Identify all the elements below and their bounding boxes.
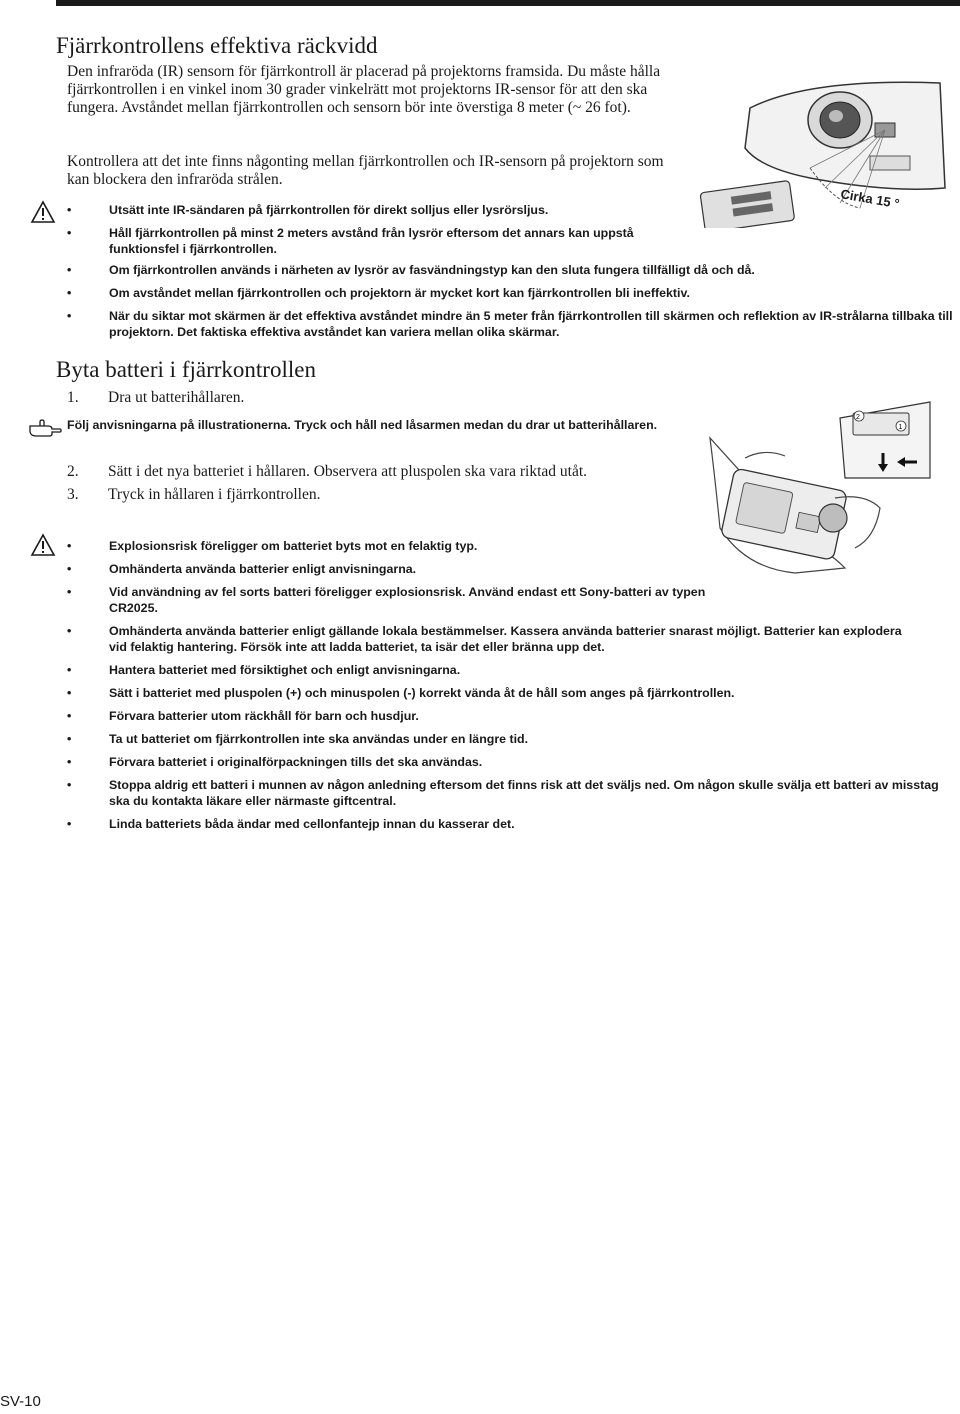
top-rule <box>56 0 960 6</box>
note-instructions: Följ anvisningarna på illustrationerna. Tryck och håll ned låsarmen medan du drar ut batterihållaren. <box>67 418 658 432</box>
paragraph-sensor: Den infraröda (IR) sensorn för fjärrkontroll är placerad på projektorns framsida. Du måste hålla fjärrkontrollen i en vinkel inom 30 grader vinkelrätt mot projektorns IR-sensor för att den ska fungera. Avståndet mellan fjärrkontrollen och sensorn bör inte överstiga 8 meter (~ 26 fot). <box>67 63 661 116</box>
paragraph-obstruction: Kontrollera att det inte finns någonting mellan fjärrkontrollen och IR-sensorn på projektorn som kan blockera den infraröda strålen. <box>67 153 664 188</box>
list-item: 2. Sätt i det nya batteriet i hållaren. Observera att pluspolen ska vara riktad utåt. <box>67 463 588 480</box>
list-item: • Linda batteriets båda ändar med cellonfantejp innan du kasserar det. <box>67 817 515 831</box>
list-item: • Om avståndet mellan fjärrkontrollen och projektorn är mycket kort kan fjärrkontrollen bli ineffektiv. <box>67 286 690 300</box>
list-item: 1. Dra ut batterihållaren. <box>67 389 245 406</box>
section-title-range: Fjärrkontrollens effektiva räckvidd <box>56 33 378 58</box>
list-item: • Omhänderta använda batterier enligt gällande lokala bestämmelser. Kassera använda batterier snarast möjligt. Batterier kan explodera vid felaktig hantering. Försök inte att ladda batteriet, ta isär det eller bränna upp det. <box>67 624 902 654</box>
list-item: • Vid användning av fel sorts batteri föreligger explosionsrisk. Använd endast ett Sony-batteri av typen CR2025. <box>67 585 706 615</box>
warning-list-battery <box>67 538 947 839</box>
list-item: • Om fjärrkontrollen används i närheten av lysrör av fasvändningstyp kan den sluta fungera tillfälligt då och då. <box>67 263 755 277</box>
list-item: • När du siktar mot skärmen är det effektiva avståndet mindre än 5 meter från fjärrkontrollen till skärmen och reflektion av IR-strålarna tillbaka till projektorn. Det faktiska effektiva avståndet kan variera mellan olika skärmar. <box>67 309 953 339</box>
projector-range-illustration <box>690 78 950 228</box>
page-number: SV-10 <box>0 1393 41 1410</box>
list-item: • Explosionsrisk föreligger om batteriet byts mot en felaktig typ. <box>67 539 478 553</box>
list-item: 3. Tryck in hållaren i fjärrkontrollen. <box>67 486 321 503</box>
list-item: • Utsätt inte IR-sändaren på fjärrkontrollen för direkt solljus eller lysrörsljus. <box>67 203 549 217</box>
list-item: • Omhänderta använda batterier enligt anvisningarna. <box>67 562 417 576</box>
list-item: • Förvara batteriet i originalförpackningen tills det ska användas. <box>67 755 483 769</box>
list-item: • Hantera batteriet med försiktighet och enligt anvisningarna. <box>67 663 461 677</box>
list-item: • Ta ut batteriet om fjärrkontrollen inte ska användas under en längre tid. <box>67 732 529 746</box>
warning-icon <box>30 533 56 557</box>
list-item: • Stoppa aldrig ett batteri i munnen av någon anledning eftersom det finns risk att det sväljs ned. Om någon skulle svälja ett batteri av misstag ska du kontakta läkare eller närmaste giftcentral. <box>67 778 939 808</box>
list-item: • Förvara batterier utom räckhåll för barn och husdjur. <box>67 709 419 723</box>
warning-icon <box>30 200 56 224</box>
list-item: • Håll fjärrkontrollen på minst 2 meters avstånd från lysrör eftersom det annars kan uppstå funktionsfel i fjärrkontrollen. <box>67 226 634 256</box>
angle-label: Cirka 15 ° <box>839 186 901 212</box>
svg-text:2: 2 <box>856 414 860 421</box>
steps-list-b <box>67 460 667 506</box>
list-item: • Sätt i batteriet med pluspolen (+) och minuspolen (-) korrekt vända åt de håll som anges på fjärrkontrollen. <box>67 686 735 700</box>
section-title-battery: Byta batteri i fjärrkontrollen <box>56 357 316 382</box>
steps-list-a <box>67 386 687 409</box>
pointing-hand-icon <box>28 418 62 438</box>
svg-text:1: 1 <box>898 424 903 431</box>
